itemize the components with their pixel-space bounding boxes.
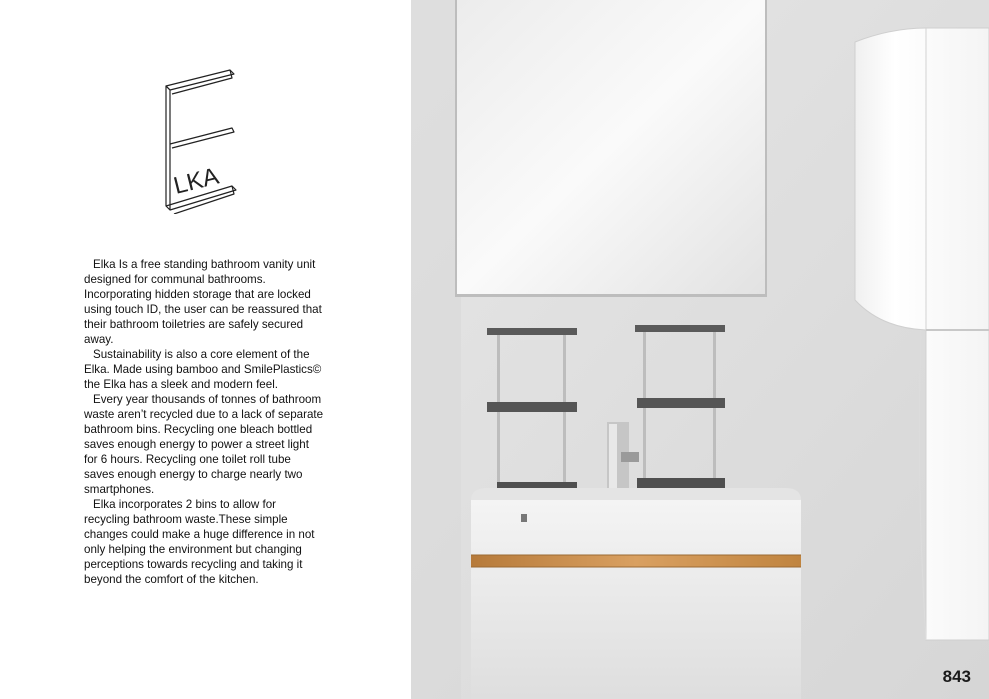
paragraph-sustainability: Sustainability is also a core element of the Elka. Made using bamboo and SmilePlastics© the Elka has a sleek and modern feel.: [84, 348, 322, 391]
paragraph-intro: Elka Is a free standing bathroom vanity unit designed for communal bathrooms. Incorporating hidden storage that are locked using touch ID, the user can be reassured that their bathroom toiletries are safely secured away.: [84, 258, 322, 346]
text-column: [0, 0, 411, 699]
elka-logo: [160, 66, 250, 214]
page-number: 843: [942, 667, 971, 686]
product-render: [411, 0, 989, 699]
paragraph-waste-facts: Every year thousands of tonnes of bathroom waste aren’t recycled due to a lack of separate bathroom bins. Recycling one bleach bottled saves enough energy to power a street light for 6 hours. Recycling one toilet roll tube saves enough energy to charge nearly two smartphones.: [84, 393, 324, 496]
paragraph-recycling-bins: Elka incorporates 2 bins to allow for recycling bathroom waste.These simple changes could make a huge difference in not only helping the environment but changing perceptions towards recycling and taking it beyond the comfort of the kitchen.: [84, 498, 315, 586]
description-text: [84, 257, 324, 587]
logo-wordmark: LKA: [170, 162, 222, 200]
vanity-unit: [471, 500, 801, 699]
bamboo-band: [471, 555, 801, 567]
